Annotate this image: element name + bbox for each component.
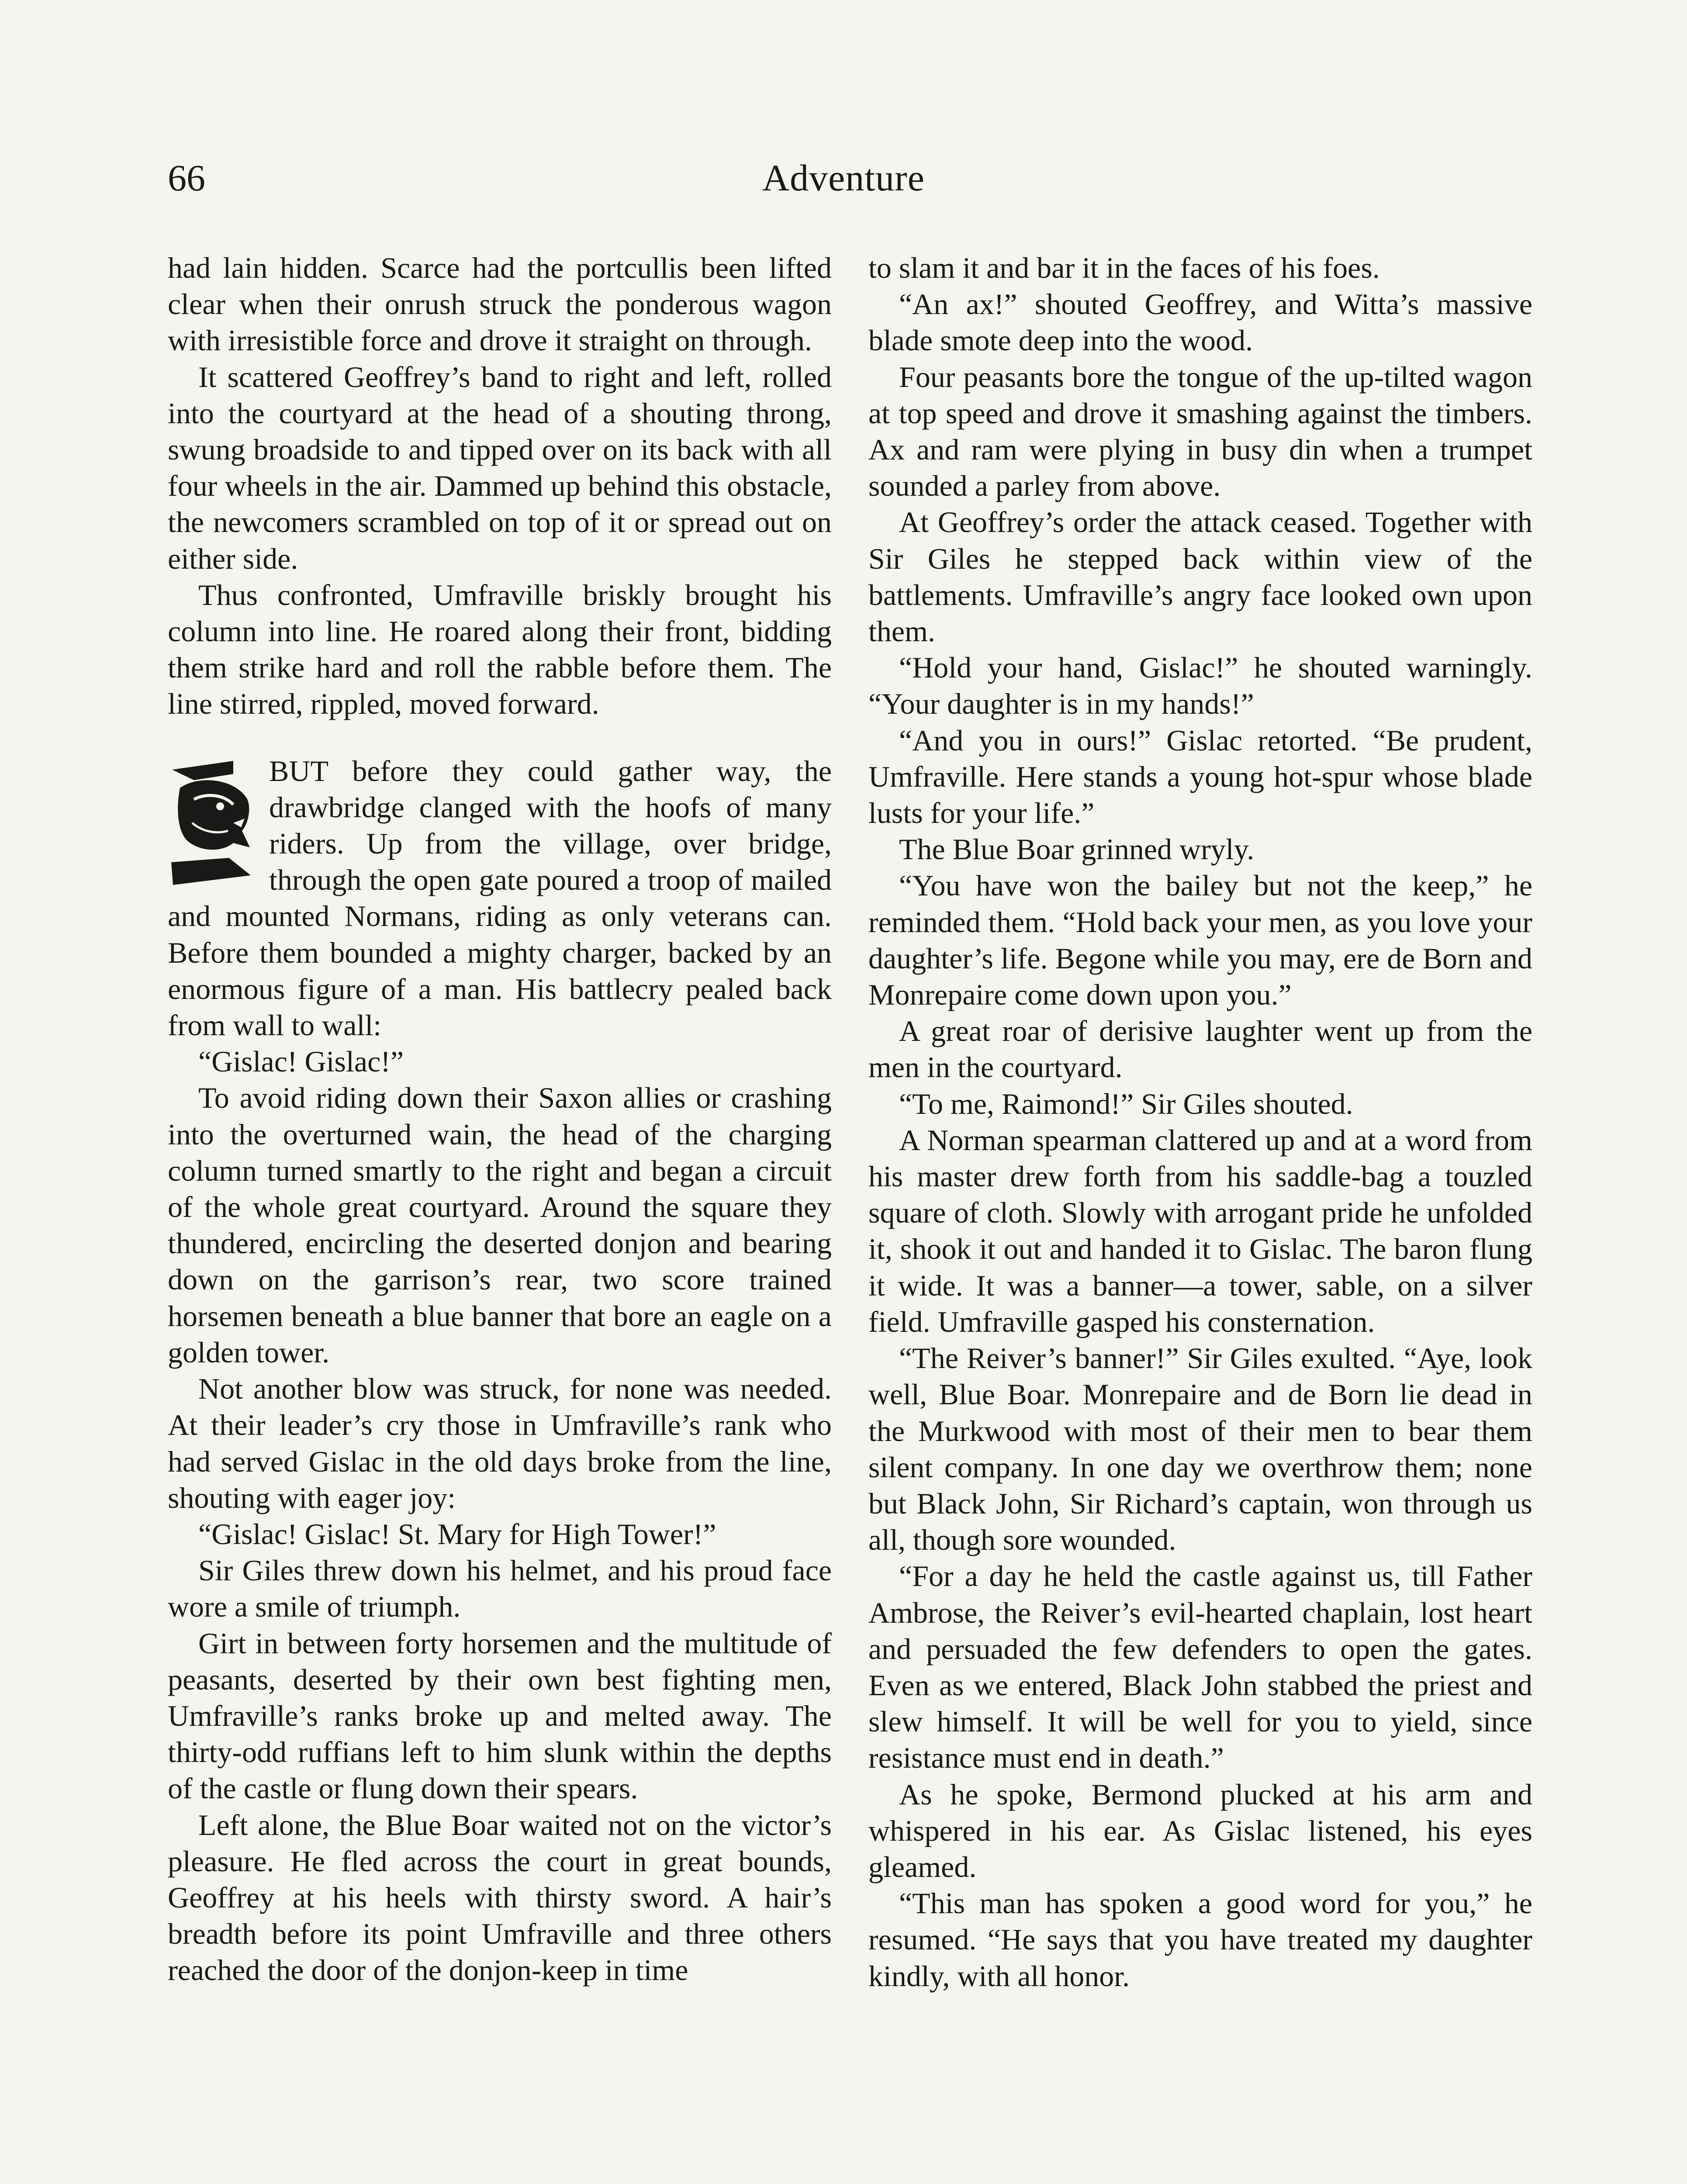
paragraph: “For a day he held the castle against us, till Father Ambrose, the Reiver’s evil-hearted chaplain, lost heart and persuaded the few defenders to open the gates. Even as we entered, Black John stabbed the priest and slew himself. It will be well for you to yield, since resistance must end in death.” — [868, 1559, 1532, 1775]
paragraph: Not another blow was struck, for none was needed. At their leader’s cry those in Umfraville’s rank who had served Gislac in the old days broke from the line, shouting with eager joy: — [168, 1372, 832, 1514]
paragraph: Sir Giles threw down his helmet, and his proud face wore a smile of triumph. — [168, 1554, 832, 1624]
paragraph: To avoid riding down their Saxon allies or crashing into the overturned wain, the head of the charging column turned smartly to the right and began a circuit of the whole great courtyard. Around the square they thundered, encircling the deserted donjon and bearing down on the garrison’s rear, two score trained horsemen beneath a blue banner that bore an eagle on a golden tower. — [168, 1081, 832, 1369]
paragraph: A great roar of derisive laughter went up from the men in the courtyard. — [868, 1014, 1532, 1084]
paragraph: Four peasants bore the tongue of the up-tilted wagon at top speed and drove it smashing against the timbers. Ax and ram were plying in busy din when a trumpet sounded a parley from above. — [868, 360, 1532, 503]
paragraph: A Norman spearman clattered up and at a word from his master drew forth from his saddle-bag a touzled square of cloth. Slowly with arrogant pride he unfolded it, shook it out and handed it to Gislac. The baron flung it wide. It was a banner—a tower, sable, on a silver field. Umfraville gasped his consternation. — [868, 1123, 1532, 1338]
paragraph: Left alone, the Blue Boar waited not on the victor’s pleasure. He fled across the court in great bounds, Geoffrey at his heels with thirsty sword. A hair’s breadth before its point Umfraville and three others reached the door of the donjon-keep in time — [168, 1808, 832, 1987]
paragraph: “Gislac! Gislac! St. Mary for High Tower!” — [198, 1517, 716, 1551]
paragraph: It scattered Geoffrey’s band to right and left, rolled into the courtyard at the head of a shouting throng, swung broadside to and tipped over on its back with all four wheels in the air. Dammed up behind this obstacle, the newcomers scrambled on top of it or spread out on either side. — [168, 360, 832, 575]
page-number: 66 — [168, 157, 205, 199]
paragraph: “To me, Raimond!” Sir Giles shouted. — [899, 1087, 1353, 1120]
paragraph: “This man has spoken a good word for you,” he resumed. “He says that you have treated my daughter kindly, with all honor. — [868, 1887, 1532, 1993]
right-text-column — [868, 250, 1532, 1994]
paragraph: At Geoffrey’s order the attack ceased. Together with Sir Giles he stepped back within view of the battlements. Umfraville’s angry face looked own upon them. — [868, 505, 1532, 648]
left-text-column — [168, 250, 832, 1989]
paragraph: “The Reiver’s banner!” Sir Giles exulted. “Aye, look well, Blue Boar. Monrepaire and de Born lie dead in the Murkwood with most of their men to bear them silent company. In one day we overthrow them; none but Black John, Sir Richard’s captain, won through us all, though sore wounded. — [868, 1341, 1532, 1557]
paragraph: “Hold your hand, Gislac!” he shouted warningly. “Your daughter is in my hands!” — [868, 651, 1532, 721]
section-start-paragraph — [168, 753, 832, 1044]
dropcap-boar-head-icon — [168, 757, 253, 888]
paragraph: “And you in ours!” Gislac retorted. “Be prudent, Umfraville. Here stands a young hot-spur whose blade lusts for your life.” — [868, 723, 1532, 830]
running-title: Adventure — [762, 157, 925, 199]
paragraph: to slam it and bar it in the faces of his foes. — [868, 251, 1380, 284]
paragraph: “An ax!” shouted Geoffrey, and Witta’s massive blade smote deep into the wood. — [868, 287, 1532, 357]
paragraph: “You have won the bailey but not the keep,” he reminded them. “Hold back your men, as you love your daughter’s life. Begone while you may, ere de Born and Monrepaire come down upon you.” — [868, 869, 1532, 1012]
paragraph: Girt in between forty horsemen and the multitude of peasants, deserted by their own best fighting men, Umfraville’s ranks broke up and melted away. The thirty-odd ruffians left to him slunk within the depths of the castle or flung down their spears. — [168, 1626, 832, 1805]
paragraph: As he spoke, Bermond plucked at his arm and whispered in his ear. As Gislac listened, his eyes gleamed. — [868, 1777, 1532, 1883]
paragraph: Thus confronted, Umfraville briskly brought his column into line. He roared along their front, bidding them strike hard and roll the rabble before them. The line stirred, rippled, moved forward. — [168, 578, 832, 721]
paragraph-text: BUT before they could gather way, the drawbridge clanged with the hoofs of many riders. Up from the village, over bridge, through the open gate poured a troop of mailed and mounted Normans, riding as only veterans can. Before them bounded a mighty charger, backed by an enormous figure of a man. His battlecry pealed back from wall to wall: — [168, 754, 832, 1042]
paragraph: The Blue Boar grinned wryly. — [899, 833, 1255, 866]
paragraph: “Gislac! Gislac!” — [198, 1045, 404, 1078]
paragraph: had lain hidden. Scarce had the portcullis been lifted clear when their onrush struck the ponderous wagon with irresistible force and drove it straight on through. — [168, 251, 832, 357]
